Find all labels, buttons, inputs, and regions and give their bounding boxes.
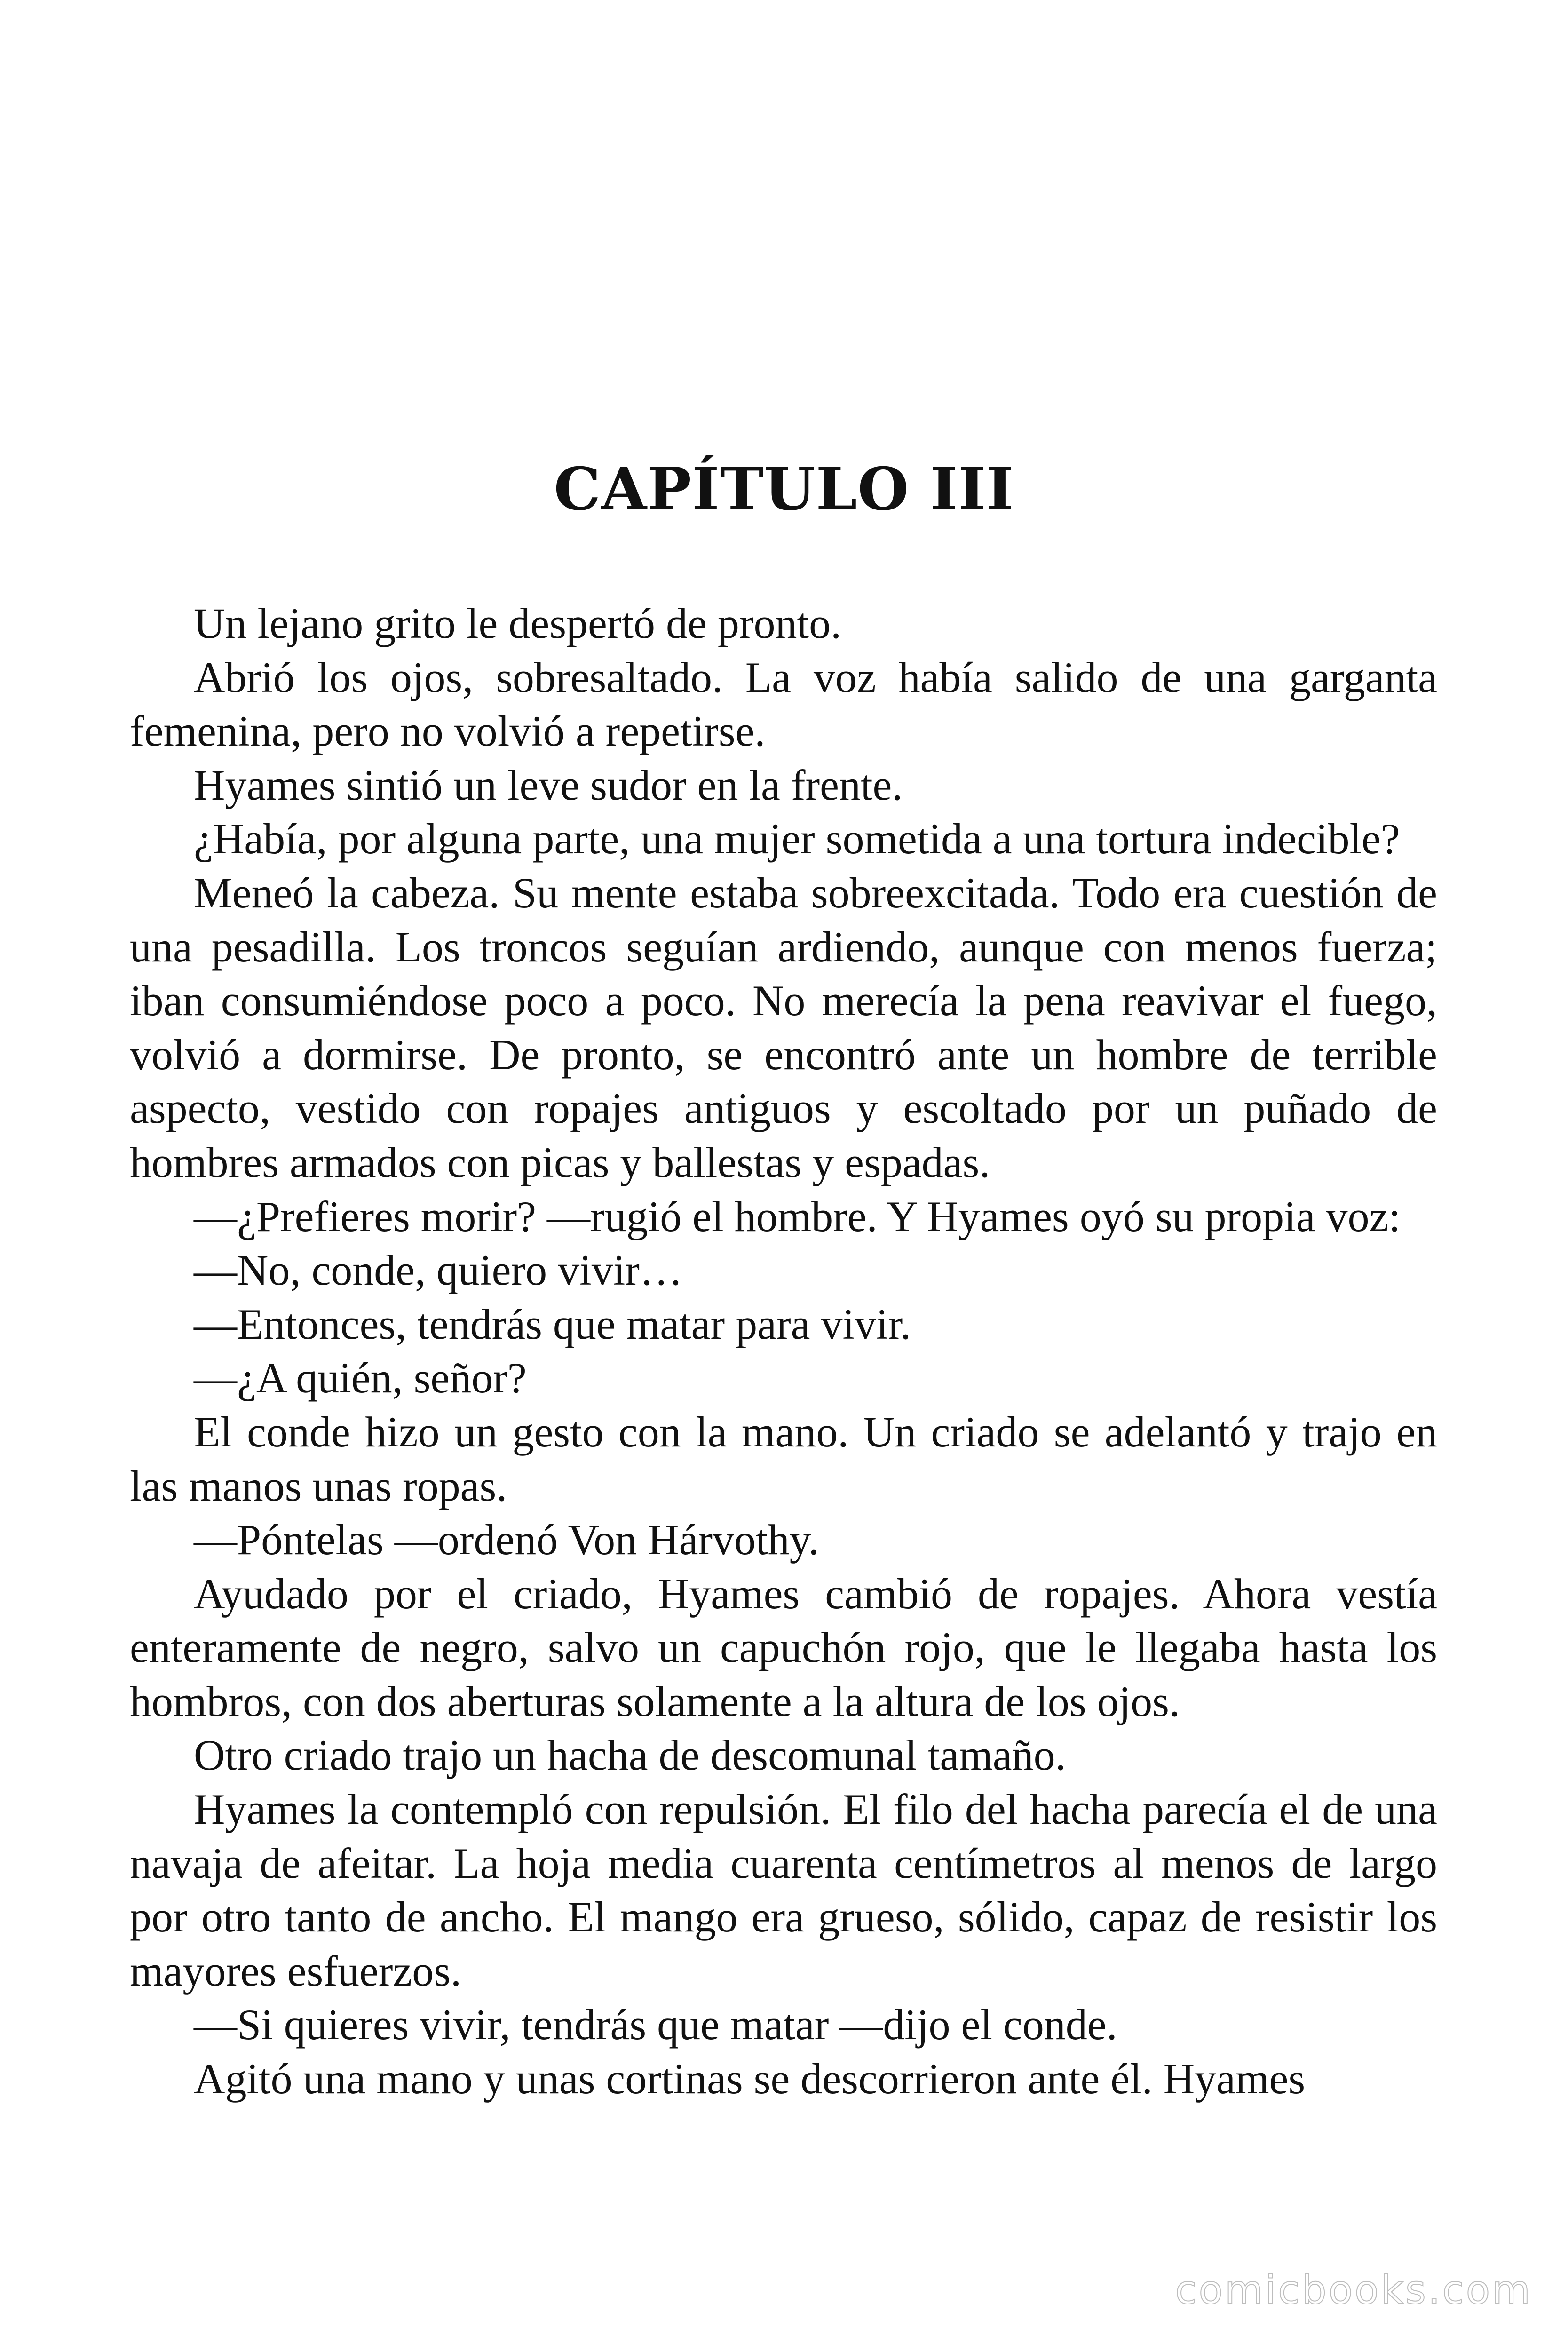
paragraph: ¿Había, por alguna parte, una mujer sometida a una tortura indecible? (194, 815, 1400, 863)
chapter-body (130, 596, 1437, 2106)
paragraph: —¿Prefieres morir? —rugió el hombre. Y Hyames oyó su propia voz: (194, 1192, 1401, 1240)
chapter-title: CAPÍTULO III (554, 455, 1014, 524)
paragraph: —No, conde, quiero vivir… (194, 1246, 683, 1295)
paragraph: Meneó la cabeza. Su mente estaba sobreexcitada. Todo era cuestión de una pesadilla. Los troncos seguían ardiendo, aunque con menos fuerza; iban consumiéndose poco a poco. No merecía la pena reavivar el fuego, volvió a dormirse. De pronto, se encontró ante un hombre de terrible aspecto, vestido con ropajes antiguos y escoltado por un puñado de hombres armados con picas y ballestas y espadas. (130, 868, 1437, 1186)
paragraph: Abrió los ojos, sobresaltado. La voz había salido de una garganta femenina, pero no volvió a repetirse. (130, 653, 1437, 755)
paragraph: Agitó una mano y unas cortinas se descorrieron ante él. Hyames (194, 2055, 1306, 2103)
paragraph: —¿A quién, señor? (194, 1354, 527, 1402)
paragraph: Hyames la contempló con repulsión. El filo del hacha parecía el de una navaja de afeitar. La hoja media cuarenta centímetros al menos de largo por otro tanto de ancho. El mango era grueso, sólido, capaz de resistir los mayores esfuerzos. (130, 1785, 1437, 1995)
watermark: comicbooks.com (1175, 2267, 1532, 2313)
paragraph: —Póntelas —ordenó Von Hárvothy. (194, 1516, 819, 1564)
paragraph: —Si quieres vivir, tendrás que matar —dijo el conde. (194, 2001, 1117, 2049)
paragraph: Un lejano grito le despertó de pronto. (194, 599, 842, 647)
paragraph: Otro criado trajo un hacha de descomunal tamaño. (194, 1731, 1066, 1780)
paragraph: El conde hizo un gesto con la mano. Un criado se adelantó y trajo en las manos unas ropas. (130, 1407, 1437, 1510)
paragraph: —Entonces, tendrás que matar para vivir. (194, 1300, 911, 1348)
paragraph: Hyames sintió un leve sudor en la frente. (194, 761, 903, 809)
paragraph: Ayudado por el criado, Hyames cambió de ropajes. Ahora vestía enteramente de negro, salvo un capuchón rojo, que le llegaba hasta los hombros, con dos aberturas solamente a la altura de los ojos. (130, 1569, 1437, 1725)
